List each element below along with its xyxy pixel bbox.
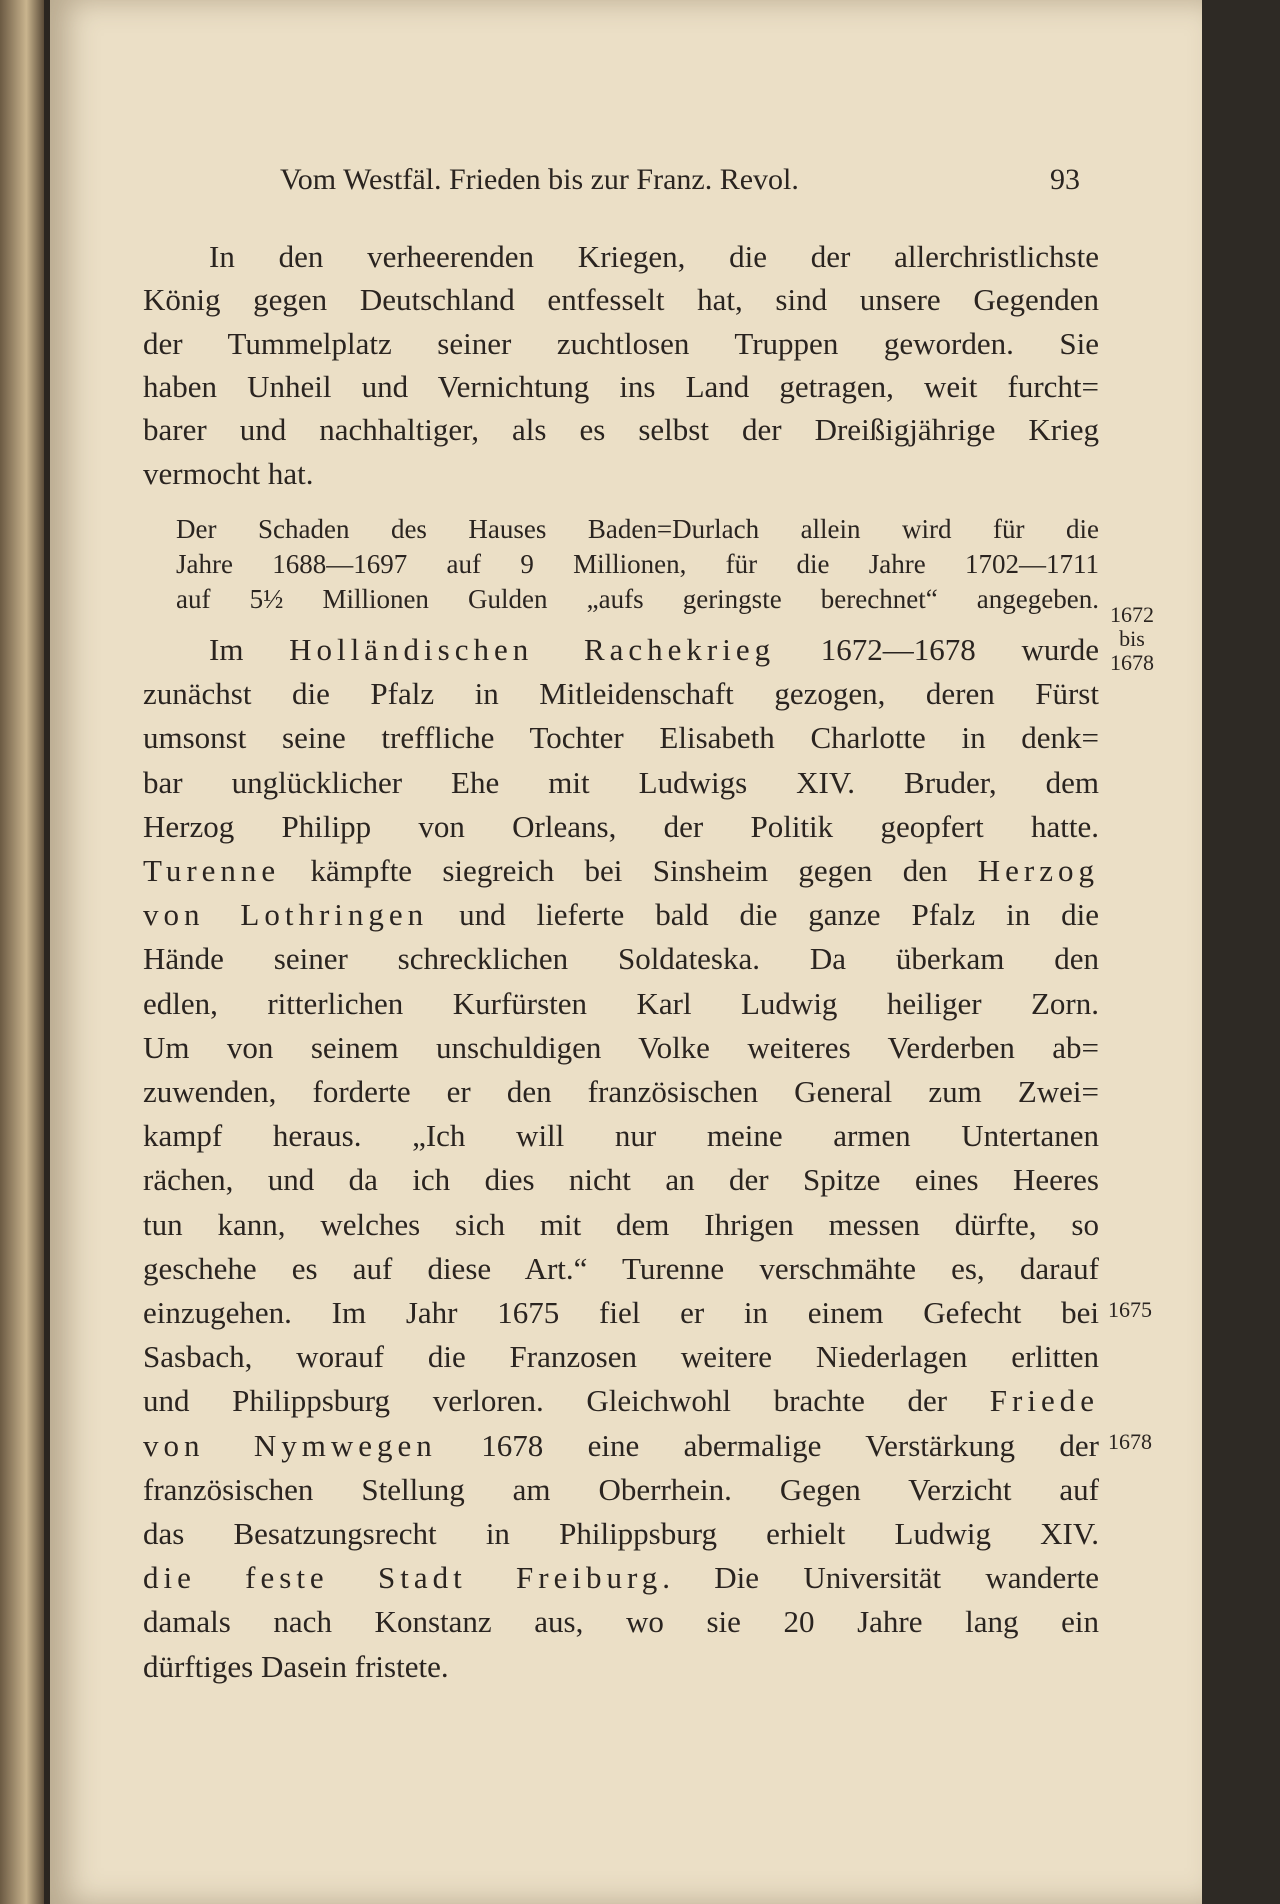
text-segment: Sasbach, worauf die Franzosen weitere Niederlagen erlitten: [143, 1339, 1099, 1375]
margin-note-1675: 1675: [1108, 1297, 1152, 1322]
text-segment: kampf heraus. „Ich will nur meine armen Untertanen: [143, 1118, 1099, 1154]
text-segment: damals nach Konstanz aus, wo sie 20 Jahre lang ein: [143, 1604, 1099, 1640]
text-line: [143, 1558, 1099, 1598]
text-line: [143, 807, 1099, 847]
text-segment: Herzog Philipp von Orleans, der Politik geopfert hatte.: [143, 808, 1099, 844]
text-segment: das Besatzungsrecht in Philippsburg erhielt Ludwig XIV.: [143, 1516, 1099, 1551]
spaced-emphasis: Herzog: [977, 853, 1099, 888]
text-segment: auf 5½ Millionen Gulden „aufs geringste berechnet“ angegeben.: [176, 584, 1099, 615]
text-line: [143, 1470, 1099, 1510]
text-line: [143, 1337, 1099, 1377]
text-line: [143, 1514, 1099, 1554]
margin-note-1672-1678: [1108, 603, 1156, 675]
text-line: [143, 1116, 1099, 1156]
margin-note-line: 1672: [1110, 602, 1154, 627]
spaced-emphasis: die feste Stadt Freiburg: [143, 1560, 663, 1596]
text-segment: König gegen Deutschland entfesselt hat, sind unsere Gegenden: [143, 282, 1099, 318]
text-line: [143, 939, 1099, 979]
text-segment: tun kann, welches sich mit dem Ihrigen messen dürfte, so: [143, 1206, 1099, 1242]
text-line: [143, 280, 1099, 320]
margin-note-line: bis: [1119, 626, 1145, 651]
text-segment: Um von seinem unschuldigen Volke weiteres Verderben ab=: [143, 1029, 1099, 1065]
text-segment: barer und nachhaltiger, als es selbst der Dreißigjährige Krieg: [143, 412, 1099, 448]
text-line: [143, 674, 1099, 714]
text-line: [143, 410, 1099, 450]
page-number: 93: [1050, 163, 1080, 196]
text-segment: kämpfte siegreich bei Sinsheim gegen den: [280, 853, 978, 888]
text-line: [209, 630, 1099, 670]
text-line: [143, 895, 1099, 935]
text-segment: Jahre 1688—1697 auf 9 Millionen, für die Jahre 1702—1711: [176, 549, 1099, 580]
text-segment: geschehe es auf diese Art.“ Turenne verschmähte es, darauf: [143, 1250, 1099, 1286]
text-line: [143, 1647, 1099, 1687]
spaced-emphasis: Holländischen Rachekrieg: [289, 632, 776, 667]
text-segment: edlen, ritterlichen Kurfürsten Karl Ludwig heiliger Zorn.: [143, 985, 1099, 1021]
running-title: Vom Westfäl. Frieden bis zur Franz. Revol.: [280, 163, 799, 196]
left-page-edge: [0, 0, 44, 1904]
spaced-emphasis: von Lothringen: [143, 897, 429, 933]
text-line: [143, 1160, 1099, 1200]
text-line: [143, 1293, 1099, 1333]
text-segment: zunächst die Pfalz in Mitleidenschaft gezogen, deren Fürst: [143, 676, 1099, 712]
text-line: [209, 237, 1099, 277]
text-segment: französischen Stellung am Oberrhein. Gegen Verzicht auf: [143, 1471, 1099, 1507]
footnote-line: [176, 544, 1099, 584]
footnote-line: [176, 579, 1099, 619]
margin-note-line: 1678: [1110, 650, 1154, 675]
right-background: [1202, 0, 1280, 1904]
text-line: [143, 763, 1099, 803]
text-line: [143, 1602, 1099, 1642]
spaced-emphasis: von Nymwegen: [143, 1427, 437, 1463]
text-segment: vermocht hat.: [143, 455, 314, 491]
text-line: [143, 367, 1099, 407]
margin-note-1678: 1678: [1108, 1429, 1152, 1454]
text-segment: umsonst seine treffliche Tochter Elisabeth Charlotte in denk=: [143, 720, 1099, 756]
text-line: [143, 1205, 1099, 1245]
text-segment: und Philippsburg verloren. Gleichwohl brachte der: [143, 1383, 990, 1419]
text-segment: 1678 eine abermalige Verstärkung der: [436, 1427, 1099, 1463]
text-line: [143, 1426, 1099, 1466]
text-line: [143, 1072, 1099, 1112]
text-line: [143, 1249, 1099, 1289]
text-segment: und lieferte bald die ganze Pfalz in die: [428, 897, 1099, 933]
text-segment: Der Schaden des Hauses Baden=Durlach allein wird für die: [176, 514, 1099, 544]
footnote-line: [176, 509, 1099, 549]
text-segment: dürftiges Dasein fristete.: [143, 1648, 449, 1684]
text-segment: rächen, und da ich dies nicht an der Spitze eines Heeres: [143, 1162, 1099, 1198]
text-line: [143, 718, 1099, 758]
text-segment: In den verheerenden Kriegen, die der allerchristlichste: [209, 239, 1099, 274]
spaced-emphasis: Friede: [989, 1383, 1099, 1419]
text-line: [143, 851, 1099, 891]
text-segment: Hände seiner schrecklichen Soldateska. Da überkam den: [143, 941, 1099, 977]
text-segment: . Die Universität wanderte: [662, 1560, 1099, 1596]
text-segment: 1672—1678 wurde: [775, 632, 1099, 667]
text-line: [143, 454, 1099, 494]
text-line: [143, 324, 1099, 364]
text-segment: haben Unheil und Vernichtung ins Land getragen, weit furcht=: [143, 368, 1099, 404]
text-line: [143, 1028, 1099, 1068]
text-line: [143, 1381, 1099, 1421]
spaced-emphasis: Turenne: [143, 853, 281, 888]
text-line: [143, 984, 1099, 1024]
text-segment: zuwenden, forderte er den französischen General zum Zwei=: [143, 1074, 1099, 1109]
text-segment: einzugehen. Im Jahr 1675 fiel er in einem Gefecht bei: [143, 1295, 1099, 1330]
text-segment: Im: [209, 632, 290, 667]
text-segment: der Tummelplatz seiner zuchtlosen Truppen geworden. Sie: [143, 325, 1099, 361]
text-segment: bar unglücklicher Ehe mit Ludwigs XIV. Bruder, dem: [143, 764, 1099, 800]
